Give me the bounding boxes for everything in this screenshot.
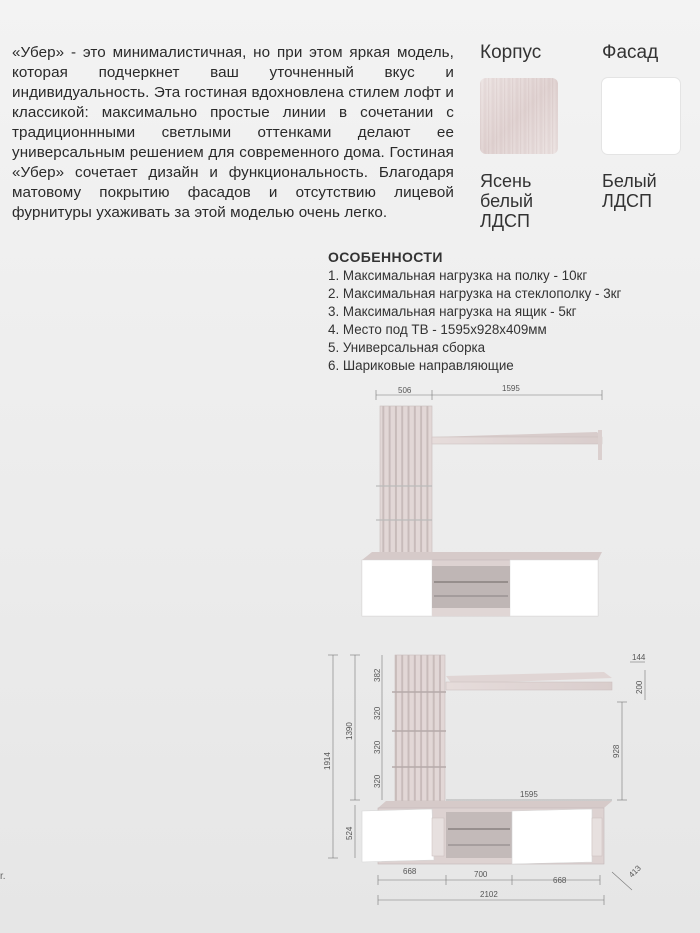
feature-item: 5. Универсальная сборка: [328, 340, 486, 355]
features-title: ОСОБЕННОСТИ: [328, 249, 443, 265]
material-title: Фасад: [602, 42, 659, 63]
feature-item: 1. Максимальная нагрузка на полку - 10кг: [328, 268, 588, 283]
material-title: Корпус: [480, 42, 542, 63]
feature-item: 2. Максимальная нагрузка на стеклополку - 3кг: [328, 286, 622, 301]
feature-item: 4. Место под ТВ - 1595х928х409мм: [328, 322, 547, 337]
dim-slat-width: 506: [398, 386, 412, 395]
dim-left-section: 668: [403, 867, 417, 876]
material-name: Белый ЛДСП: [602, 171, 657, 211]
feature-item: 6. Шариковые направляющие: [328, 358, 514, 373]
feature-item: 3. Максимальная нагрузка на ящик - 5кг: [328, 304, 577, 319]
slatted-panel: [395, 655, 445, 801]
material-name: Ясень белый ЛДСП: [480, 171, 534, 231]
edge-text: r.: [0, 871, 6, 882]
left-drawer-front: [362, 809, 434, 862]
dim-rack-height: 1390: [345, 722, 354, 740]
dim-shelf-depth: 144: [632, 653, 646, 662]
dim-shelf-height: 200: [635, 680, 644, 694]
bottom-drawing: [323, 653, 646, 905]
dim-middle-section: 700: [474, 870, 488, 879]
dim-gap-1: 382: [373, 668, 382, 682]
dim-tv-height: 928: [612, 744, 621, 758]
dim-gap-2: 320: [373, 706, 382, 720]
dim-total-width: 2102: [480, 890, 498, 899]
description-text: «Убер» - это минималистичная, но при этом яркая модель, которая подчеркнет ваш уточненный вкус и индивидуальность. Эта гостиная вдохновлена стилем лофт и классикой: максимально простые линии в сочетании с традиционнными светлыми оттенками делают ее универсальным решением для современного дома. Гостиная «Убер» сочетает дизайн и функциональность. Благодаря матовому покрытию фасадов и отсутствию лицевой фурнитуры ухаживать за этой моделью очень легко.: [12, 44, 454, 221]
slatted-panel: [380, 406, 432, 560]
dim-depth: 413: [627, 863, 643, 880]
dim-total-height: 1914: [323, 752, 332, 770]
dim-gap-3: 320: [373, 740, 382, 754]
dim-right-section: 668: [553, 876, 567, 885]
dim-tv-width: 1595: [520, 790, 538, 799]
dim-cabinet-height: 524: [345, 826, 354, 840]
dim-gap-4: 320: [373, 774, 382, 788]
top-drawing: [362, 384, 602, 616]
right-drawer-front: [512, 809, 592, 864]
dim-shelf-width: 1595: [502, 384, 520, 393]
